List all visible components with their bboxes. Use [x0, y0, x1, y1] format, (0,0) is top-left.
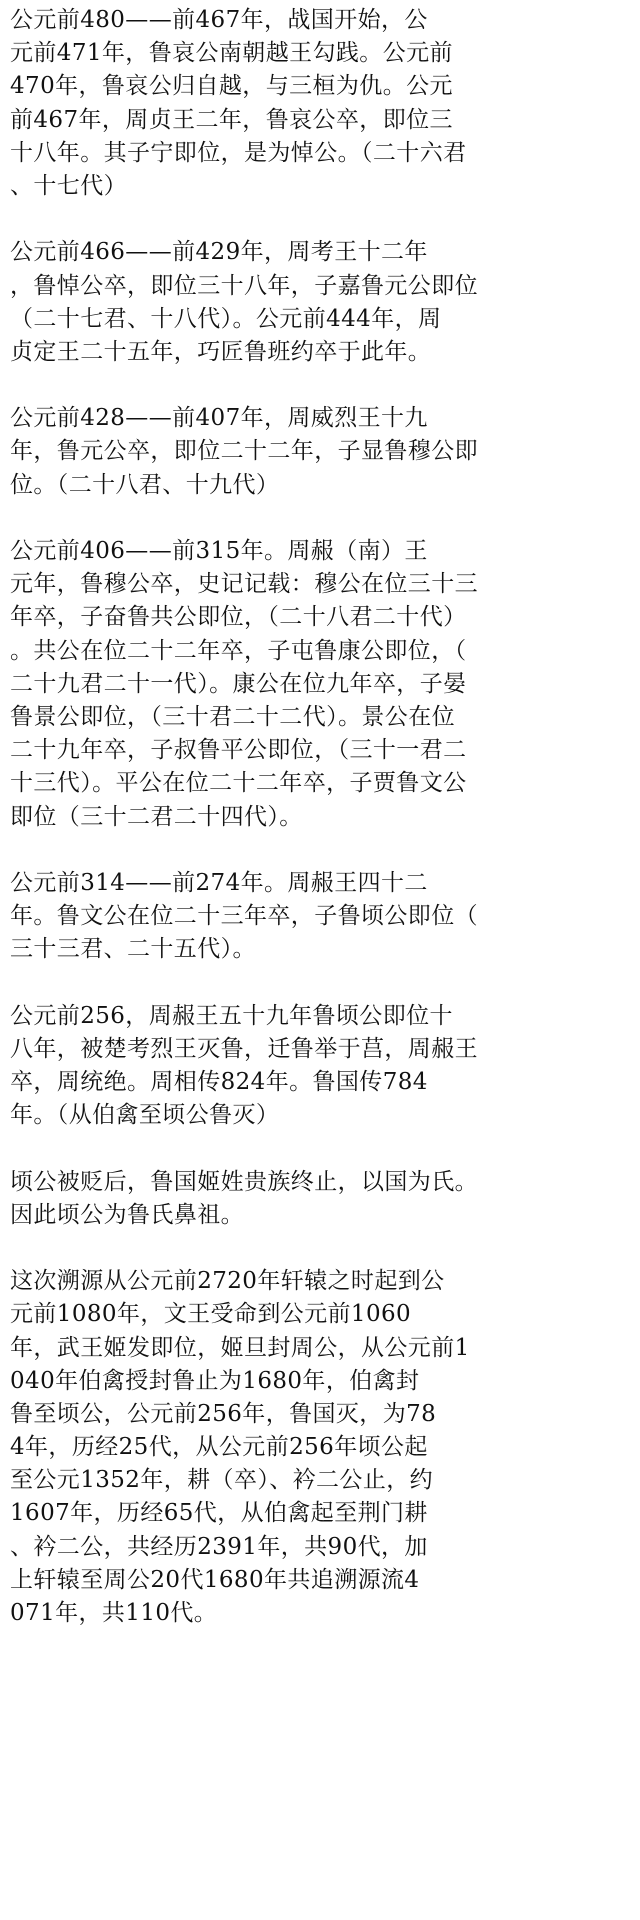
text-line: 040年伯禽授封鲁止为1680年，伯禽封: [10, 1367, 420, 1394]
text-line: 、衿二公，共经历2391年，共90代，加: [10, 1533, 428, 1560]
text-line: 鲁至顷公，公元前256年，鲁国灭，为78: [10, 1400, 437, 1427]
paragraph: [10, 1000, 632, 1133]
text-line: 元年，鲁穆公卒，史记记载：穆公在位三十三: [10, 571, 478, 598]
text-line: 顷公被贬后，鲁国姬姓贵族终止，以国为氏。: [10, 1168, 478, 1195]
text-line: 元前1080年，文王受命到公元前1060: [10, 1301, 412, 1328]
text-line: ，鲁悼公卒，即位三十八年，子嘉鲁元公即位: [10, 272, 478, 299]
text-line: 公元前480——前467年，战国开始，公: [10, 7, 428, 33]
text-line: 因此顷公为鲁氏鼻祖。: [10, 1201, 244, 1228]
text-line: 。共公在位二十二年卒，子屯鲁康公即位，（: [10, 637, 467, 664]
text-line: 前467年，周贞王二年，鲁哀公卒，即位三: [10, 106, 453, 133]
paragraph: [10, 1166, 632, 1232]
text-line: 年，鲁元公卒，即位二十二年，子显鲁穆公即: [10, 438, 478, 465]
text-line: 公元前428——前407年，周威烈王十九: [10, 405, 428, 432]
text-line: 年。鲁文公在位二十三年卒，子鲁顷公即位（: [10, 903, 478, 930]
text-line: 鲁景公即位，（三十君二十二代）。景公在位: [10, 703, 455, 730]
text-line: 位。（二十八君、十九代）: [10, 471, 280, 498]
paragraph-spacer: [10, 966, 632, 999]
text-line: 至公元1352年，耕（卒）、衿二公止，约: [10, 1467, 434, 1494]
text-line: 公元前314——前274年。周赧王四十二: [10, 869, 428, 896]
text-line: 即位（三十二君二十四代）。: [10, 803, 303, 830]
text-line: 公元前406——前315年。周赧（南）王: [10, 538, 428, 564]
text-line: 4年，历经25代，从公元前256年顷公起: [10, 1434, 428, 1461]
paragraph: [10, 1265, 632, 1630]
text-line: 470年，鲁哀公归自越，与三桓为仇。公元: [10, 73, 453, 100]
text-line: 十三代）。平公在位二十二年卒，子贾鲁文公: [10, 770, 467, 797]
paragraph-spacer: [10, 1132, 632, 1165]
text-line: 年卒，子奋鲁共公即位，（二十八君二十代）: [10, 604, 467, 631]
paragraph: [10, 236, 632, 369]
text-line: 这次溯源从公元前2720年轩辕之时起到公: [10, 1268, 445, 1295]
text-line: 元前471年，鲁哀公南朝越王勾践。公元前: [10, 40, 453, 67]
paragraph: [10, 4, 632, 203]
text-line: 二十九君二十一代）。康公在位九年卒，子晏: [10, 670, 467, 697]
text-line: 年。（从伯禽至顷公鲁灭）: [10, 1102, 280, 1129]
text-line: 年，武王姬发即位，姬旦封周公，从公元前1: [10, 1334, 470, 1361]
text-line: 1607年，历经65代，从伯禽起至荆门耕: [10, 1500, 428, 1527]
text-line: 八年，被楚考烈王灭鲁，迁鲁举于莒，周赧王: [10, 1035, 478, 1062]
text-line: 上轩辕至周公20代1680年共追溯源流4: [10, 1566, 420, 1593]
text-line: 公元前256，周赧王五十九年鲁顷公即位十: [10, 1002, 453, 1029]
paragraph-spacer: [10, 502, 632, 535]
paragraph: [10, 535, 632, 834]
text-line: 十八年。其子宁即位，是为悼公。（二十六君: [10, 139, 467, 166]
text-line: 贞定王二十五年，巧匠鲁班约卒于此年。: [10, 338, 432, 365]
paragraph-spacer: [10, 203, 632, 236]
text-line: 071年，共110代。: [10, 1600, 218, 1626]
text-line: 公元前466——前429年，周考王十二年: [10, 239, 428, 266]
paragraph: [10, 402, 632, 502]
paragraph-spacer: [10, 1232, 632, 1265]
text-line: 、十七代）: [10, 172, 127, 199]
text-line: （二十七君、十八代）。公元前444年，周: [10, 305, 442, 332]
paragraph-spacer: [10, 369, 632, 402]
text-line: 二十九年卒，子叔鲁平公即位，（三十一君二: [10, 737, 467, 764]
text-line: 三十三君、二十五代）。: [10, 936, 256, 963]
text-line: 卒，周统绝。周相传824年。鲁国传784: [10, 1069, 428, 1095]
paragraph-spacer: [10, 834, 632, 867]
paragraph: [10, 867, 632, 967]
